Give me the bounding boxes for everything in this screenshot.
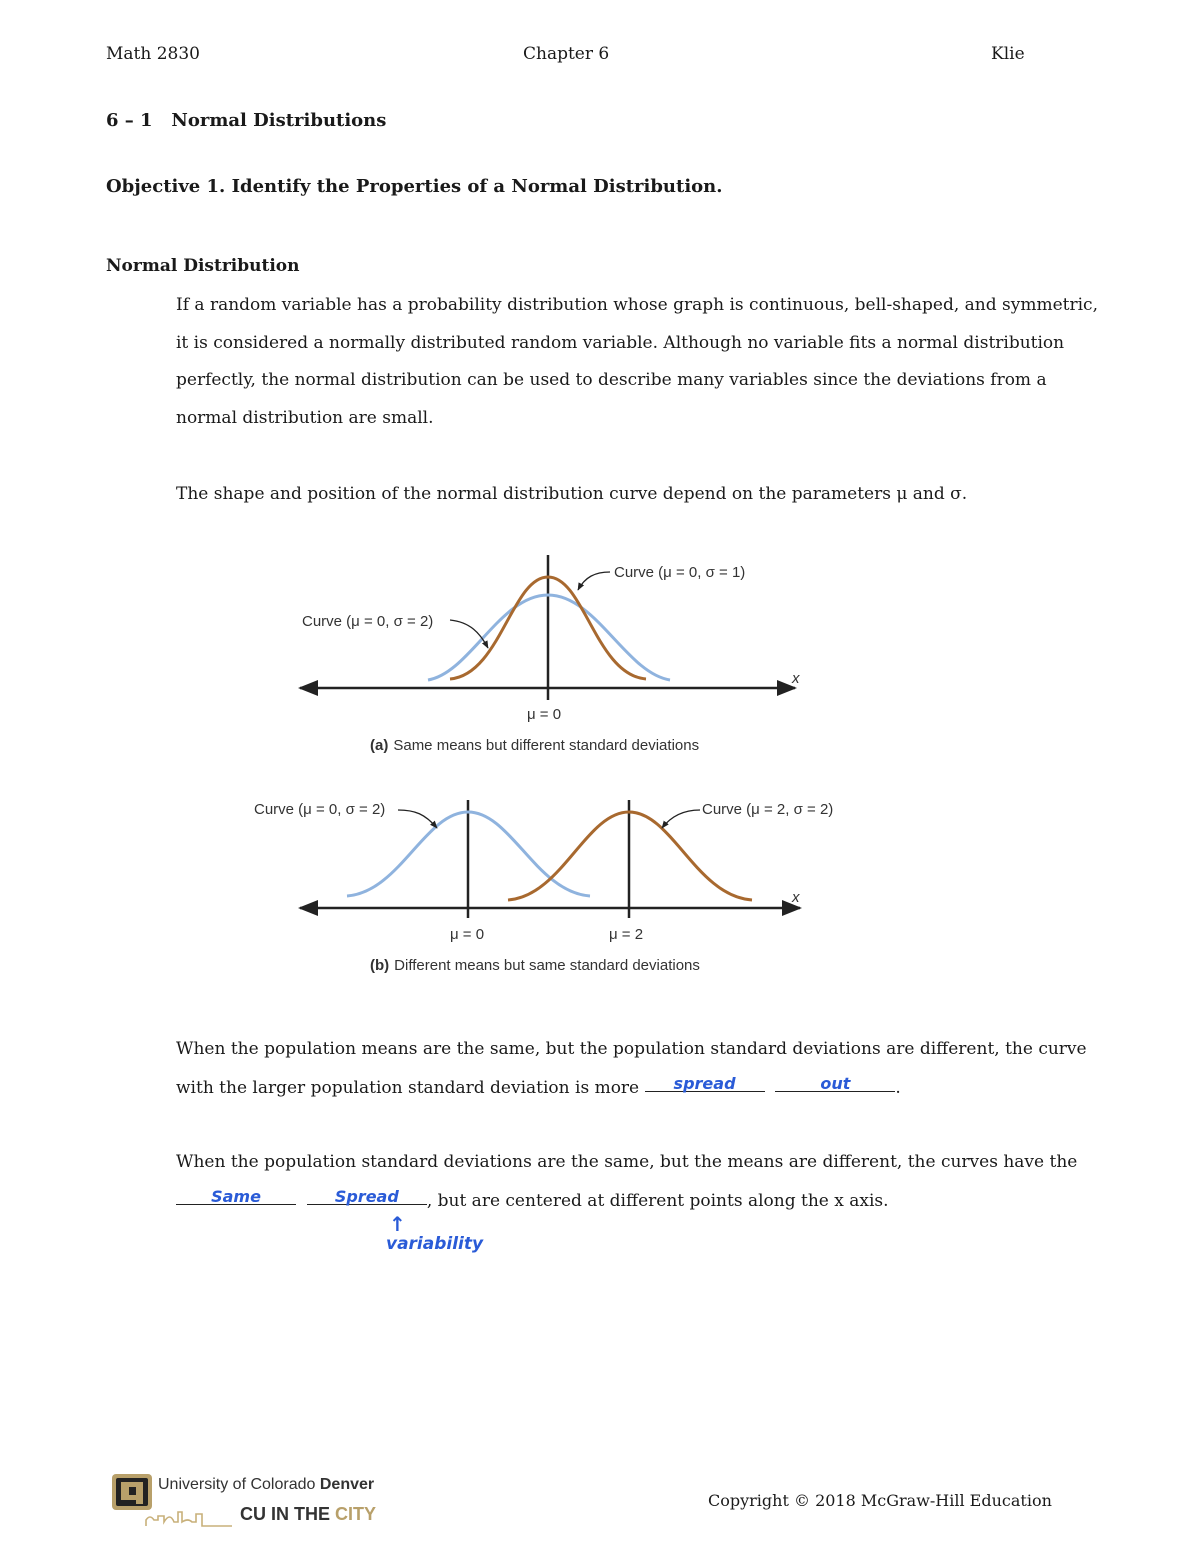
statement-1-blank-2[interactable] <box>775 1069 895 1092</box>
fig-a-pointer-sd1 <box>578 572 610 590</box>
fig-b-mu2-label: μ = 2 <box>609 926 644 943</box>
statement-1-answer-1: spread <box>673 1073 736 1093</box>
fig-a-pointer-sd2 <box>450 620 488 648</box>
statement-1 <box>176 1031 1101 1107</box>
fig-a-caption-text: Same means but different standard deviations <box>393 737 700 754</box>
tagline-a: CU IN THE <box>240 1504 336 1524</box>
tagline-b: CITY <box>335 1504 377 1524</box>
header-author: Klie <box>991 44 1025 64</box>
statement-2-text: When the population standard deviations are the same, but the means are different, the curves have the <box>176 1152 1078 1172</box>
fig-a-mu-label: μ = 0 <box>527 706 562 723</box>
statement-1-blank-1[interactable] <box>645 1069 765 1092</box>
statement-2 <box>176 1144 1101 1220</box>
statement-2-blank-1[interactable] <box>176 1182 296 1205</box>
figure-b <box>0 790 1200 980</box>
fig-b-pointer-right <box>662 810 700 828</box>
fig-a-axis-x: x <box>792 670 800 687</box>
statement-2-answer-2: Spread <box>334 1186 399 1206</box>
definition-heading: Normal Distribution <box>106 256 300 276</box>
handwritten-note: variability <box>386 1234 484 1254</box>
up-arrow-icon: ↑ <box>389 1212 406 1236</box>
statement-2-answer-1: Same <box>211 1186 261 1206</box>
fig-a-caption <box>370 737 699 754</box>
university-campus: Denver <box>319 1476 375 1493</box>
fig-a-caption-tag: (a) <box>370 737 389 754</box>
copyright: Copyright © 2018 McGraw-Hill Education <box>708 1491 1052 1510</box>
objective-title: Objective 1. Identify the Properties of a Normal Distribution. <box>106 176 723 197</box>
fig-a-label-sd2: Curve (μ = 0, σ = 2) <box>302 613 434 630</box>
university-name <box>158 1476 374 1494</box>
fig-b-caption <box>370 957 700 974</box>
fig-b-axis-x: x <box>792 889 800 906</box>
fig-b-pointer-left <box>398 810 437 828</box>
tagline <box>240 1504 376 1525</box>
fig-a-label-sd1: Curve (μ = 0, σ = 1) <box>614 564 746 581</box>
statement-1-text: When the population means are the same, but the population standard deviations are different, the curve with the larger population standard deviation is more <box>176 1039 1087 1098</box>
figure-a <box>0 545 1200 760</box>
shape-text: The shape and position of the normal distribution curve depend on the parameters μ and σ. <box>176 484 968 504</box>
fig-b-caption-text: Different means but same standard deviations <box>394 957 700 974</box>
fig-b-label-left: Curve (μ = 0, σ = 2) <box>254 801 386 818</box>
university-logo <box>108 1468 408 1538</box>
city-skyline-icon <box>144 1504 234 1530</box>
statement-2-blank-2[interactable] <box>307 1182 427 1205</box>
section-title: 6 – 1 Normal Distributions <box>106 110 387 131</box>
header-chapter: Chapter 6 <box>523 44 610 64</box>
fig-b-label-right: Curve (μ = 2, σ = 2) <box>702 801 834 818</box>
header-course: Math 2830 <box>106 44 200 64</box>
statement-1-answer-2: out <box>820 1073 851 1093</box>
statement-2-end: , but are centered at different points along the x axis. <box>426 1190 889 1211</box>
statement-1-end: . <box>895 1077 901 1098</box>
university-name-text: University of Colorado <box>158 1476 316 1493</box>
definition-text: If a random variable has a probability distribution whose graph is continuous, bell-shaped, and symmetric, it is considered a normally distributed random variable. Although no variable fits a normal distribution perfectly, the normal distribution can be used to describe many variables since the deviations from a normal distribution are small. <box>176 295 1098 428</box>
fig-b-mu0-label: μ = 0 <box>450 926 485 943</box>
fig-b-caption-tag: (b) <box>370 957 390 974</box>
